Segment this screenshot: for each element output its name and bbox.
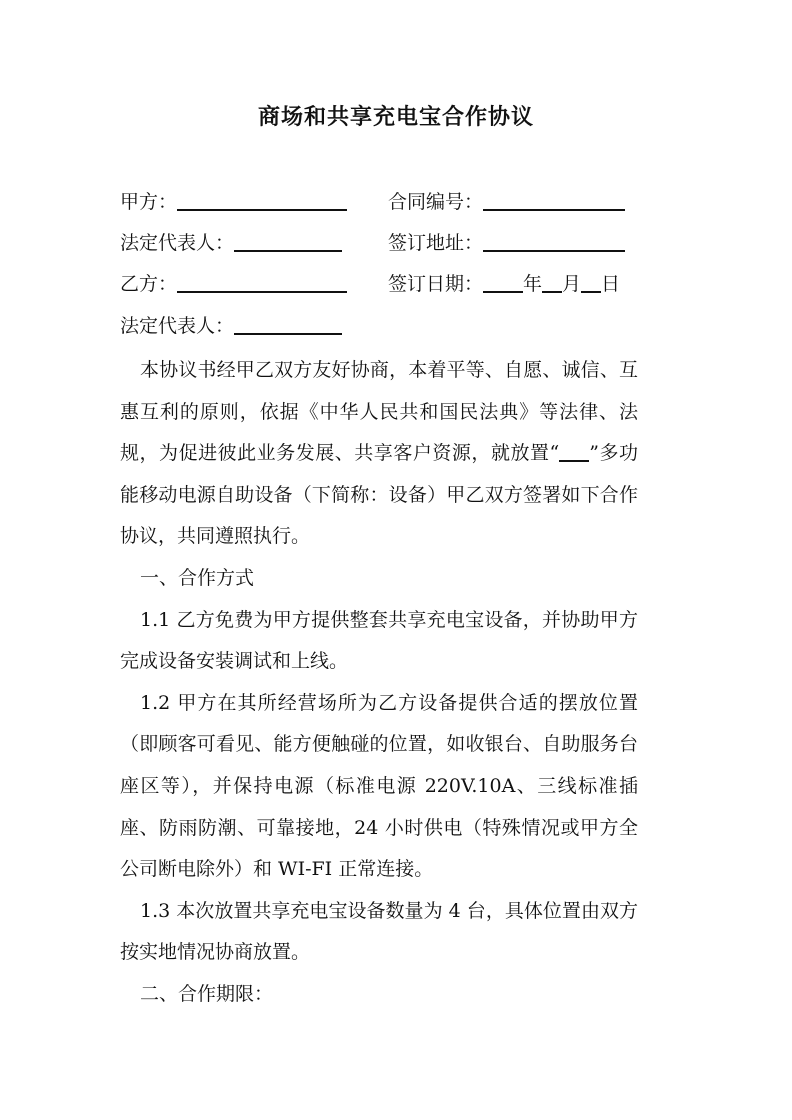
sign-place-blank[interactable] bbox=[483, 230, 625, 252]
party-b-blank[interactable] bbox=[177, 271, 347, 293]
month-blank[interactable] bbox=[542, 271, 562, 293]
year-blank[interactable] bbox=[483, 271, 523, 293]
intro-text-part1: 本协议书经甲乙双方友好协商，本着平等、自愿、诚信、互惠互利的原则，依据《中华人民共和国民法典》等法律、法规，为促进彼此业务发展、共享客户资源，就放置“ bbox=[120, 359, 638, 465]
party-a-line bbox=[120, 189, 347, 215]
sign-place-line bbox=[388, 230, 625, 256]
legal-rep-line-1 bbox=[120, 230, 342, 256]
party-a-blank[interactable] bbox=[177, 189, 347, 211]
legal-rep-label-1: 法定代表人： bbox=[120, 232, 235, 254]
agreement-body bbox=[120, 350, 638, 1016]
document-title: 商场和共享充电宝合作协议 bbox=[257, 105, 534, 130]
clause-1-3: 1.3 本次放置共享充电宝设备数量为 4 台，具体位置由双方按实地情况协商放置。 bbox=[120, 899, 638, 964]
legal-rep-blank-2[interactable] bbox=[234, 313, 342, 335]
sign-place-label: 签订地址： bbox=[388, 232, 484, 254]
contract-no-blank[interactable] bbox=[483, 189, 625, 211]
legal-rep-label-2: 法定代表人： bbox=[120, 315, 235, 337]
day-blank[interactable] bbox=[581, 271, 601, 293]
clause-1-1: 1.1 乙方免费为甲方提供整套共享充电宝设备，并协助甲方完成设备安装调试和上线。 bbox=[120, 608, 638, 673]
month-label: 月 bbox=[562, 273, 582, 295]
contract-no-line bbox=[388, 189, 625, 215]
party-b-line bbox=[120, 271, 347, 297]
sign-date-label: 签订日期： bbox=[388, 273, 484, 295]
party-a-label: 甲方： bbox=[120, 191, 178, 213]
legal-rep-line-2 bbox=[120, 313, 342, 339]
device-name-blank[interactable] bbox=[559, 442, 589, 462]
intro-text-part2: ”多功能移动电源自助设备（下简称：设备）甲乙双方签署如下合作协议，共同遵照执行。 bbox=[120, 442, 638, 548]
legal-rep-blank-1[interactable] bbox=[234, 230, 342, 252]
day-label: 日 bbox=[601, 273, 621, 295]
clause-1-2: 1.2 甲方在其所经营场所为乙方设备提供合适的摆放位置（即顾客可看见、能方便触碰的位置，如收银台、自助服务台座区等），并保持电源（标准电源 220V.10A、三线标准插座、防雨防潮、可靠接地，24 小时供电（特殊情况或甲方全公司断电除外）和 WI-FI 正常连接。 bbox=[120, 691, 638, 881]
sign-date-line bbox=[388, 271, 620, 297]
section-1-heading: 一、合作方式 bbox=[140, 566, 255, 589]
intro-paragraph bbox=[120, 350, 638, 558]
year-label: 年 bbox=[523, 273, 543, 295]
party-b-label: 乙方： bbox=[120, 273, 178, 295]
contract-no-label: 合同编号： bbox=[388, 191, 484, 213]
section-2-heading: 二、合作期限： bbox=[140, 982, 274, 1005]
